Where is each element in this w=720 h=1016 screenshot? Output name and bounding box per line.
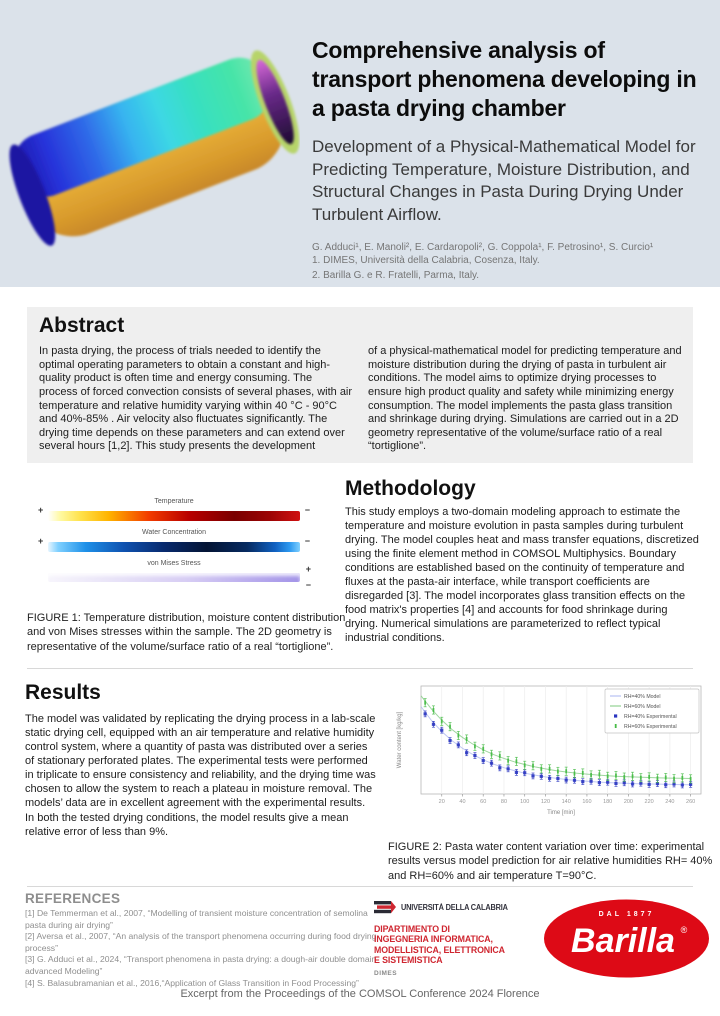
svg-text:200: 200 <box>623 799 634 805</box>
figure2-chart <box>393 676 711 836</box>
figure1-colorbars <box>38 498 311 594</box>
svg-text:20: 20 <box>438 799 445 805</box>
svg-text:RH=40% Experimental: RH=40% Experimental <box>624 713 677 720</box>
authors-line: G. Adduci¹, E. Manoli², E. Cardaropoli², G. Coppola¹, F. Petrosino¹, S. Curcio¹ <box>312 241 654 253</box>
barilla-logo <box>543 899 710 978</box>
svg-text:100: 100 <box>520 799 530 805</box>
water-content-chart <box>393 676 711 836</box>
affiliation-1: 1. DIMES, Università della Calabria, Cosenza, Italy. <box>312 254 540 266</box>
figure1-bar3-plus: + <box>305 564 311 574</box>
svg-text:80: 80 <box>500 799 508 805</box>
pasta-render-image <box>0 0 300 287</box>
references-heading: REFERENCES <box>25 891 121 906</box>
svg-text:60: 60 <box>480 799 487 805</box>
unical-dept-line-2: INGEGNERIA INFORMATICA, <box>374 934 493 945</box>
abstract-column-2: of a physical-mathematical model for predicting temperature and moisture distribution during the drying of pasta in turbulent air conditions. The model aims to optimize drying processes to ensure high product quality and safety while minimizing energy consumption. The model implements the pasta glass transition and shrinkage during drying. Simulations are carried out in a 2D geometry representative of the volume/surface ratio of a real “tortiglione”. <box>368 345 682 453</box>
svg-text:Water content [kg/kg]: Water content [kg/kg] <box>397 711 403 769</box>
water-concentration-colorbar <box>48 542 300 552</box>
references-list <box>25 908 377 989</box>
svg-text:140: 140 <box>561 799 571 805</box>
figure1-bar2-label: Water Concentration <box>142 529 206 536</box>
svg-text:RH=60% Model: RH=60% Model <box>624 703 661 710</box>
unical-dept-line-3: MODELLISTICA, ELETTRONICA <box>374 944 505 955</box>
svg-text:RH=60% Experimental: RH=60% Experimental <box>624 723 677 730</box>
svg-text:240: 240 <box>665 799 675 805</box>
svg-text:120: 120 <box>540 799 551 805</box>
affiliation-2: 2. Barilla G. e R. Fratelli, Parma, Italy. <box>312 269 480 281</box>
svg-text:260: 260 <box>686 799 696 805</box>
svg-text:40: 40 <box>459 799 466 805</box>
svg-text:180: 180 <box>603 799 613 805</box>
unical-dept-line-1: DIPARTIMENTO DI <box>374 924 450 934</box>
reference-item-4: [4] S. Balasubramanian et al., 2016,“Application of Glass Transition in Food Processing” <box>25 977 359 988</box>
svg-text:Time [min]: Time [min] <box>547 810 575 816</box>
unical-dept-line-4: E SISTEMISTICA <box>374 955 443 966</box>
unical-name: UNIVERSITÀ DELLA CALABRIA <box>401 903 508 912</box>
methodology-body: This study employs a two-domain modeling approach to estimate the temperature and moisture evolution in pasta samples during turbulent drying. The model couples heat and mass transfer equations, discretized using the finite element method in COMSOL Multiphysics. Boundary conditions are established based on the continuity of temperature and fluxes at the pasta-air interface, while transport coefficients are disregarded [3]. The model incorporates glass transition effects on the food matrix's properties [4] and accounts for food shrinkage during drying. Numerical simulations are parameterized to reflect typical industrial conditions. <box>345 506 699 644</box>
results-heading: Results <box>25 681 101 704</box>
reference-item-2: [2] Aversa et al., 2007, “An analysis of the transport phenomena occurring during food drying process” <box>25 931 377 953</box>
figure1-bar2-plus: + <box>38 536 44 546</box>
results-body: The model was validated by replicating the drying process in a lab-scale static drying cell, equipped with an air temperature and relative humidity control system, where a quantity of pasta was distributed over a series of stationary perforated plates. The experimental tests were performed in triplicate to ensure consistency and reliability, and the drying time was chosen to allow the system to reach a plateau in moisture removal. The models’ data are in excellent agreement with the experimental results. In both the tested drying conditions, the model results give a mean relative error of less than 9%. <box>25 713 376 838</box>
methodology-heading: Methodology <box>345 477 476 500</box>
svg-text:®: ® <box>680 925 688 935</box>
divider-1 <box>27 668 693 669</box>
footer-text: Excerpt from the Proceedings of the COMSOL Conference 2024 Florence <box>180 988 540 1000</box>
reference-item-1: [1] De Temmerman et al., 2007, “Modelling of transient moisture concentration of semolina pasta during air drying” <box>25 908 368 930</box>
svg-text:160: 160 <box>582 799 592 805</box>
figure2-caption: FIGURE 2: Pasta water content variation over time: experimental results versus model prediction for air relative humidities RH= 40% and RH=60% and air temperature T=90°C. <box>388 841 713 882</box>
divider-2 <box>27 886 693 887</box>
header-band <box>0 0 720 287</box>
figure1-bar1-label: Temperature <box>154 498 194 505</box>
figure1-bar3-label: von Mises Stress <box>147 560 201 567</box>
reference-item-3: [3] G. Adduci et al., 2024, “Transport phenomena in pasta drying: a dough-air double domain advanced Modeling” <box>25 954 377 976</box>
svg-text:220: 220 <box>644 799 654 805</box>
unical-department <box>374 924 542 966</box>
abstract-column-1: In pasta drying, the process of trials needed to identify the optimal operating parameters to obtain a constant and high-quality product is often time and energy consuming. The process of forced convection consists of several phases, with air temperature and relative humidity varying within 40 °C - 90°C and 40%-85% . Air velocity also fluctuates significantly. The drying time depends on these parameters and can extend over several hours [1,2]. This study presents the development <box>39 345 353 453</box>
figure1-caption: FIGURE 1: Temperature distribution, moisture content distribution and von Mises stresses within the sample. The 2D geometry is representative of the volume/surface ratio of a real “tortiglione”. <box>27 612 346 653</box>
poster-subtitle: Development of a Physical-Mathematical Model for Predicting Temperature, Moisture Distribution, and Structural Changes in Pasta During Drying Under Turbulent Airflow. <box>312 136 696 225</box>
poster-title: Comprehensive analysis of transport phenomena developing in a pasta drying chamber <box>312 37 697 121</box>
barilla-logo-image <box>543 899 710 978</box>
abstract-heading: Abstract <box>39 314 125 337</box>
figure1-bar1-plus: + <box>38 505 44 515</box>
svg-text:Barilla: Barilla <box>571 922 675 960</box>
unical-flag-icon <box>374 900 396 918</box>
von-mises-colorbar <box>48 573 300 582</box>
unical-dimes-label: DIMES <box>374 969 398 977</box>
header-text-block <box>312 36 710 283</box>
svg-text:RH=40% Model: RH=40% Model <box>624 693 661 700</box>
unical-logo-block <box>374 900 542 977</box>
figure1-bar3-minus: − <box>305 580 311 590</box>
figure1-bar2-minus: − <box>304 536 310 546</box>
figure1-bar1-minus: − <box>304 505 310 515</box>
temperature-colorbar <box>48 511 300 521</box>
svg-text:DAL 1877: DAL 1877 <box>598 911 655 918</box>
